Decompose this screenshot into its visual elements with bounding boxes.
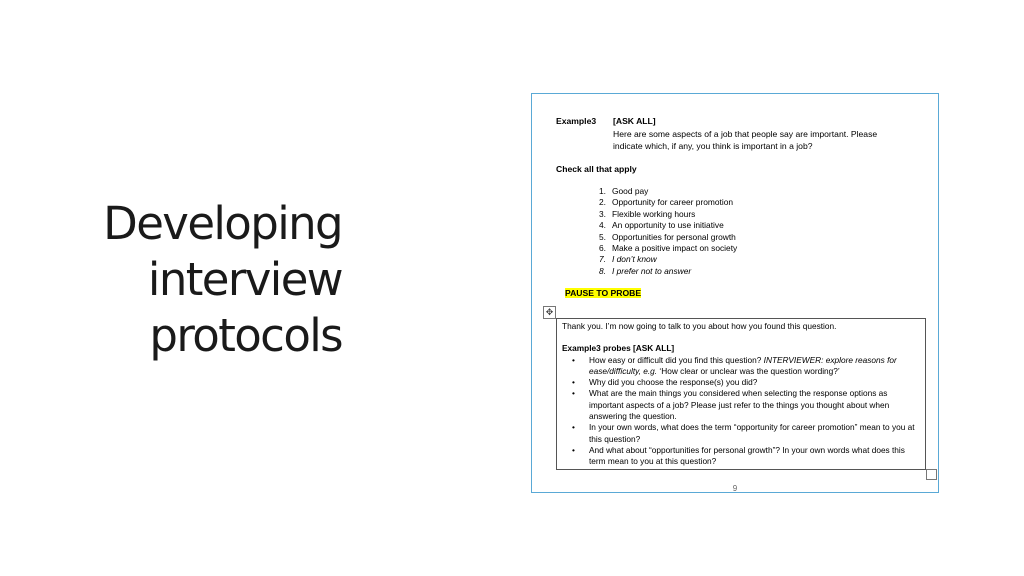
resize-handle-icon[interactable] <box>926 469 937 480</box>
option-list <box>588 186 737 277</box>
option-item <box>588 197 737 208</box>
option-number: 7. <box>599 254 606 265</box>
option-item <box>588 266 737 277</box>
probe-table <box>556 318 926 470</box>
option-number: 5. <box>599 231 606 242</box>
option-number: 8. <box>599 265 606 276</box>
probe-item-1-example: ‘How clear or unclear was the question wording?’ <box>659 365 840 376</box>
option-item <box>588 220 737 231</box>
document-image <box>531 93 939 493</box>
probe-item <box>589 355 920 378</box>
option-number: 3. <box>599 208 606 219</box>
option-text: Opportunities for personal growth <box>612 231 736 242</box>
pause-label: PAUSE TO PROBE <box>565 288 642 298</box>
option-text: Make a positive impact on society <box>612 243 738 254</box>
option-text: Opportunity for career promotion <box>612 197 734 208</box>
option-item <box>588 232 737 243</box>
option-text: Flexible working hours <box>612 208 696 219</box>
pause-to-probe <box>565 288 641 299</box>
option-text: I prefer not to answer <box>612 265 692 276</box>
option-number: 2. <box>599 197 606 208</box>
probe-list <box>562 355 920 468</box>
title-line-2: interview <box>147 253 342 306</box>
probe-intro: Thank you. I’m now going to talk to you about how you found this question. <box>562 321 837 331</box>
option-text: An opportunity to use initiative <box>612 220 724 231</box>
probe-item: • Why did you choose the response(s) you did? <box>589 377 920 388</box>
option-number: 6. <box>599 243 606 254</box>
title-line-1: Developing <box>103 197 342 250</box>
slide-title <box>96 196 342 364</box>
probe-heading: Example3 probes [ASK ALL] <box>562 343 675 354</box>
option-text: I don’t know <box>612 254 657 265</box>
title-line-3: protocols <box>149 309 342 362</box>
probe-item: • In your own words, what does the term “opportunity for career promotion” mean to you at this question? <box>589 422 920 445</box>
probe-item: • And what about “opportunities for personal growth”? In your own words what does this term mean to you at this question? <box>589 445 920 468</box>
option-number: 1. <box>599 186 606 196</box>
option-text: Good pay <box>612 186 649 196</box>
option-item <box>588 254 737 265</box>
move-handle-icon[interactable]: ✥ <box>543 306 556 319</box>
option-number: 4. <box>599 220 606 231</box>
question-text-line-2: indicate which, if any, you think is important in a job? <box>613 141 813 151</box>
probe-item-1-text: How easy or difficult did you find this question? <box>589 354 762 365</box>
question-tag: [ASK ALL] <box>613 116 656 126</box>
option-item <box>588 243 737 254</box>
option-item <box>588 209 737 220</box>
option-item <box>588 186 737 197</box>
instruction: Check all that apply <box>556 164 637 174</box>
question-text-line-1: Here are some aspects of a job that people say are important. Please <box>613 129 878 139</box>
probe-item: • What are the main things you considered when selecting the response options as important aspects of a job? Please just refer to the things you thought about when answering the question. <box>589 388 920 422</box>
page-number: 9 <box>732 484 738 493</box>
question-label: Example3 <box>556 116 597 126</box>
interviewer-note: INTERVIEWER: explore reasons for ease/difficulty, e.g. <box>589 354 897 376</box>
